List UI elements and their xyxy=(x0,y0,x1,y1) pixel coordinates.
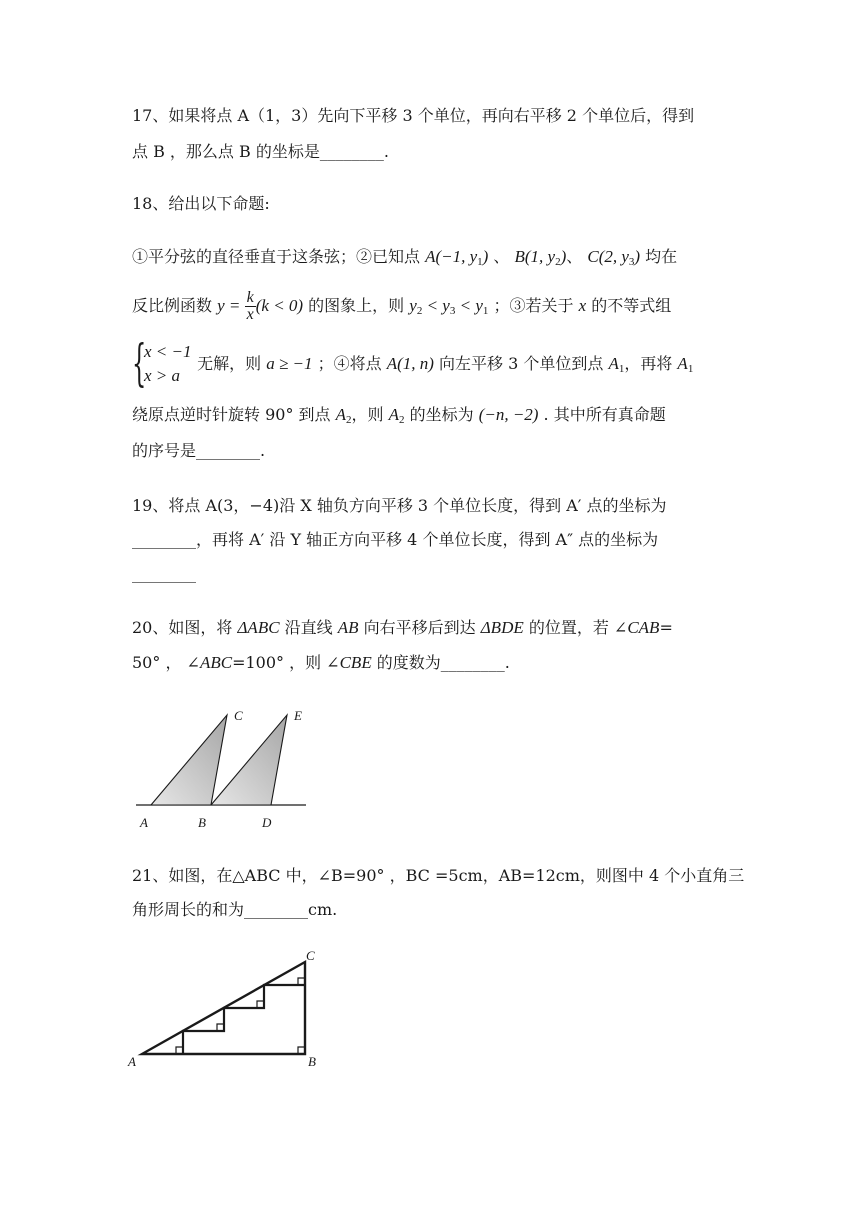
numerator: k xyxy=(246,289,254,306)
point-b-label: B(1, y xyxy=(514,247,556,266)
point-a-label: A(−1, y xyxy=(425,247,478,266)
subscript: 2 xyxy=(555,256,561,268)
q18-line2 xyxy=(132,290,671,327)
subscript: 2 xyxy=(399,414,405,426)
point-c-label: C(2, y xyxy=(587,247,629,266)
point-label: A xyxy=(388,405,399,424)
angle-cab: CAB xyxy=(627,618,660,637)
label-b: B xyxy=(198,815,206,830)
q18-line4 xyxy=(132,403,666,432)
inequality-row-2: x > a xyxy=(144,365,181,385)
condition: (k < 0) xyxy=(255,296,304,315)
right-angle-marks xyxy=(176,978,305,1054)
label-c: C xyxy=(306,948,315,963)
triangle-bde: ΔBDE xyxy=(480,618,524,637)
inequality xyxy=(409,296,488,315)
separator: 、 xyxy=(488,247,515,266)
q17-line2: 点 B ，那么点 B 的坐标是________. xyxy=(132,142,389,161)
q20-text: 的度数为________. xyxy=(371,653,510,672)
point-a1 xyxy=(677,354,693,373)
point-a: A(−1, $y_1$) xyxy=(425,247,489,268)
q18-line1 xyxy=(132,245,677,274)
subscript: 3 xyxy=(628,256,635,268)
label-a: A xyxy=(128,1054,136,1069)
variable-x: x xyxy=(578,296,587,315)
q18-text: 无解，则 xyxy=(192,354,267,373)
q18-text: 的坐标为 xyxy=(404,405,479,424)
subscript: 1 xyxy=(477,256,483,268)
q18-text: 的图象上，则 xyxy=(303,296,410,315)
q18-text: ；③若关于 xyxy=(488,296,579,315)
inequality-system xyxy=(132,333,192,392)
q20-text: = xyxy=(659,618,673,637)
ineq-part: y xyxy=(409,296,417,315)
fraction-k-over-x xyxy=(245,290,256,323)
line-ab: AB xyxy=(337,618,359,637)
q18-text: 绕原点逆时针旋转 90° 到点 xyxy=(132,405,336,424)
q18-title: 18、给出以下命题: xyxy=(132,194,270,213)
q18-text: 的不等式组 xyxy=(586,296,672,315)
separator: 、 xyxy=(566,247,588,266)
point-a2 xyxy=(336,405,352,424)
point-label: A xyxy=(335,405,347,424)
denominator: x xyxy=(246,306,254,323)
subscript: 2 xyxy=(416,305,423,317)
point-a: A(1, n) xyxy=(386,354,434,373)
q19-line3: ________ xyxy=(132,564,196,583)
translation-figure xyxy=(130,700,315,835)
label-c: C xyxy=(234,708,243,723)
q18-text: ①平分弦的直径垂直于这条弦；②已知点 xyxy=(132,247,426,266)
point-a1 xyxy=(608,354,624,373)
q21-line1: 21、如图，在△ABC 中，∠B=90° ，BC =5cm，AB=12cm，则图中 4 个小直角三 xyxy=(132,866,745,885)
point-a2 xyxy=(389,405,405,424)
q18-text: 向左平移 3 个单位到点 xyxy=(433,354,609,373)
subscript: 1 xyxy=(618,363,625,375)
q20-line1 xyxy=(132,616,673,640)
angle-cbe: CBE xyxy=(339,653,372,672)
q18-text: ，则 xyxy=(351,405,389,424)
label-d: D xyxy=(262,815,272,830)
subscript: 1 xyxy=(687,363,694,375)
q20-text: 50° ， ∠ xyxy=(132,653,200,672)
q20-text: =100° ，则 ∠ xyxy=(232,653,340,672)
function-y: y = xyxy=(217,296,245,315)
q18-line5: 的序号是________. xyxy=(132,441,266,460)
subscript: 2 xyxy=(346,414,352,426)
q20-text: 20、如图，将 xyxy=(132,618,238,637)
subscript: 1 xyxy=(482,305,489,317)
label-e: E xyxy=(294,708,302,723)
condition: a ≥ −1 xyxy=(266,354,313,373)
brace-icon: { xyxy=(132,333,147,392)
label-b: B xyxy=(308,1054,316,1069)
point-b: B(1, $y_2$) xyxy=(514,247,567,268)
q17-line1: 17、如果将点 A（1，3）先向下平移 3 个单位，再向右平移 2 个单位后，得到 xyxy=(132,106,695,125)
subscript: 3 xyxy=(449,305,456,317)
q18-text: ；④将点 xyxy=(312,354,387,373)
q20-text: 的位置，若 ∠ xyxy=(523,618,628,637)
triangle-abc-shape xyxy=(151,715,227,805)
angle-abc: ABC xyxy=(199,653,233,672)
ineq-part: < y xyxy=(455,296,483,315)
point-label: A xyxy=(677,354,688,373)
q18-text: ，再将 xyxy=(624,354,678,373)
q19-line1: 19、将点 A(3，−4)沿 X 轴负方向平移 3 个单位长度，得到 A′ 点的坐标为 xyxy=(132,496,667,515)
q20-text: 沿直线 xyxy=(279,618,338,637)
q20-line2 xyxy=(132,651,510,675)
label-a: A xyxy=(140,815,148,830)
q18-text: . 其中所有真命题 xyxy=(538,405,666,424)
q18-text: 均在 xyxy=(640,247,678,266)
q19-line2: ________，再将 A′ 沿 Y 轴正方向平移 4 个单位长度，得到 A″ 点的坐标为 xyxy=(132,530,659,549)
right-triangle-figure xyxy=(125,942,325,1072)
q20-text: 向右平移后到达 xyxy=(358,618,481,637)
inequality-row-1: x < −1 xyxy=(144,341,192,361)
ineq-part: < y xyxy=(422,296,450,315)
q21-line2: 角形周长的和为________cm. xyxy=(132,900,338,919)
q18-line3 xyxy=(132,333,694,393)
point-c: C(2, $y_3$) xyxy=(587,247,641,268)
q18-text: 反比例函数 xyxy=(132,296,218,315)
triangle-abc: ΔABC xyxy=(237,618,280,637)
coordinate: (−n, −2) xyxy=(478,405,539,424)
point-label: A xyxy=(608,354,619,373)
